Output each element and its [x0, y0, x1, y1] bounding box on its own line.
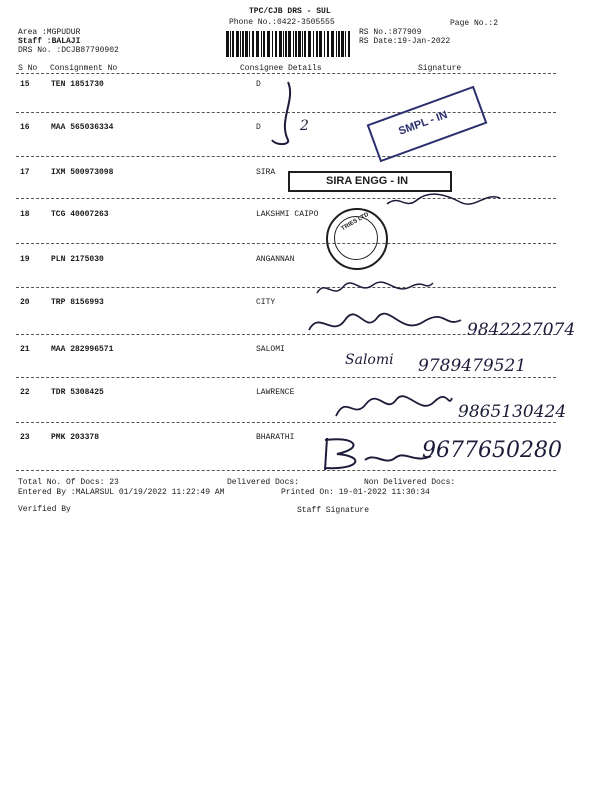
row-divider	[16, 287, 556, 288]
row-divider	[16, 156, 556, 157]
barcode-bar	[283, 31, 284, 57]
row19-signature	[315, 277, 435, 299]
col-header-sno: S No	[18, 64, 38, 73]
row21-phone: 9789479521	[418, 356, 527, 376]
barcode-bar	[261, 31, 262, 57]
barcode	[226, 31, 352, 57]
row22-signature	[330, 390, 455, 422]
phone-number: Phone No.:0422-3505555	[229, 18, 335, 27]
barcode-bar	[226, 31, 229, 57]
barcode-bar	[327, 31, 329, 57]
barcode-bar	[293, 31, 294, 57]
total-docs: Total No. Of Docs: 23	[18, 478, 119, 487]
barcode-bar	[304, 31, 306, 57]
barcode-bar	[240, 31, 241, 57]
row-consignment-no: IXM 500973098	[51, 168, 114, 177]
col-header-consignee: Consignee Details	[240, 64, 322, 73]
row-sno: 18	[20, 210, 30, 219]
row-consignment-no: TCG 40007263	[51, 210, 109, 219]
col-header-consignment: Consignment No	[50, 64, 118, 73]
row-consignment-no: PLN 2175030	[51, 255, 104, 264]
barcode-bar	[313, 31, 314, 57]
header-divider	[16, 73, 556, 74]
row21-signature: Salomi	[345, 352, 394, 368]
barcode-bar	[341, 31, 344, 57]
row-divider	[16, 422, 556, 423]
barcode-bar	[348, 31, 350, 57]
row-consignment-no: PMK 203378	[51, 433, 100, 442]
delivered-docs: Delivered Docs:	[227, 478, 300, 487]
area-label: Area :MGPUDUR	[18, 28, 81, 37]
verified-by: Verified By	[18, 505, 71, 514]
barcode-bar	[230, 31, 231, 57]
row-consignee: SIRA	[256, 168, 276, 177]
barcode-bar	[275, 31, 277, 57]
table-row	[0, 255, 600, 267]
barcode-bar	[285, 31, 287, 57]
row-consignment-no: MAA 565036334	[51, 123, 114, 132]
row-consignment-no: MAA 282996571	[51, 345, 114, 354]
barcode-bar	[336, 31, 337, 57]
row17-signature	[385, 190, 505, 212]
barcode-bar	[338, 31, 340, 57]
row-divider	[16, 243, 556, 244]
row-consignee: ANGANNAN	[256, 255, 295, 264]
sira-stamp	[288, 171, 452, 192]
round-seal	[326, 208, 388, 270]
barcode-bar	[232, 31, 234, 57]
row-consignment-no: TRP 8156993	[51, 298, 104, 307]
barcode-bar	[272, 31, 273, 57]
row-sno: 21	[20, 345, 30, 354]
barcode-bar	[245, 31, 248, 57]
barcode-bar	[252, 31, 254, 57]
row-consignee: D	[256, 123, 261, 132]
row-consignee: BHARATHI	[256, 433, 295, 442]
barcode-bar	[249, 31, 250, 57]
barcode-bar	[319, 31, 322, 57]
barcode-bar	[288, 31, 291, 57]
row-sno: 16	[20, 123, 30, 132]
rs-date: RS Date:19-Jan-2022	[359, 37, 451, 46]
barcode-bar	[308, 31, 311, 57]
rs-number: RS No.:877909	[359, 28, 422, 37]
row-consignee: LAWRENCE	[256, 388, 295, 397]
barcode-bar	[263, 31, 265, 57]
row-sno: 19	[20, 255, 30, 264]
barcode-bar	[331, 31, 334, 57]
round-seal-text: TRIES LTD	[340, 211, 371, 233]
row-sno: 20	[20, 298, 30, 307]
smpl-stamp-text: SMPL - IN	[397, 108, 450, 138]
row-sno: 23	[20, 433, 30, 442]
barcode-bar	[345, 31, 346, 57]
row15-squiggle	[268, 80, 298, 150]
row20-phone: 9842227074	[467, 320, 576, 340]
row23-signature	[315, 430, 435, 474]
table-row	[0, 298, 600, 310]
row-consignee: CITY	[256, 298, 276, 307]
barcode-bar	[242, 31, 244, 57]
drs-number: DRS No. :DCJB87790902	[18, 46, 119, 55]
smpl-stamp	[367, 86, 488, 163]
row23-phone: 9677650280	[422, 438, 562, 463]
barcode-bar	[279, 31, 282, 57]
row-divider	[16, 470, 556, 471]
row-consignee: LAKSHMI CAIPO	[256, 210, 319, 219]
barcode-bar	[295, 31, 297, 57]
col-header-signature: Signature	[418, 64, 462, 73]
table-row	[0, 80, 600, 92]
row-consignment-no: TEN 1851730	[51, 80, 104, 89]
row16-mark: 2	[300, 118, 309, 134]
row22-phone: 9865130424	[458, 402, 567, 422]
barcode-bar	[298, 31, 301, 57]
row-sno: 22	[20, 388, 30, 397]
non-delivered-docs: Non Delivered Docs:	[364, 478, 456, 487]
table-row	[0, 210, 600, 222]
barcode-bar	[324, 31, 325, 57]
row-consignee: D	[256, 80, 261, 89]
sira-stamp-text: SIRA ENGG - IN	[326, 175, 409, 187]
document-title: TPC/CJB DRS - SUL	[249, 7, 331, 16]
row-sno: 15	[20, 80, 30, 89]
barcode-bar	[302, 31, 303, 57]
page-number: Page No.:2	[450, 19, 499, 28]
barcode-bar	[236, 31, 239, 57]
staff-signature: Staff Signature	[297, 506, 370, 515]
staff-label: Staff :BALAJI	[18, 37, 81, 46]
row-sno: 17	[20, 168, 30, 177]
row-divider	[16, 377, 556, 378]
row20-signature	[305, 308, 465, 338]
entered-by: Entered By :MALARSUL 01/19/2022 11:22:49 AM	[18, 488, 225, 497]
barcode-bar	[256, 31, 259, 57]
table-row	[0, 388, 600, 400]
row-consignee: SALOMI	[256, 345, 285, 354]
barcode-bar	[267, 31, 270, 57]
printed-on: Printed On: 19-01-2022 11:30:34	[281, 488, 430, 497]
row-consignment-no: TDR 5308425	[51, 388, 104, 397]
barcode-bar	[316, 31, 318, 57]
